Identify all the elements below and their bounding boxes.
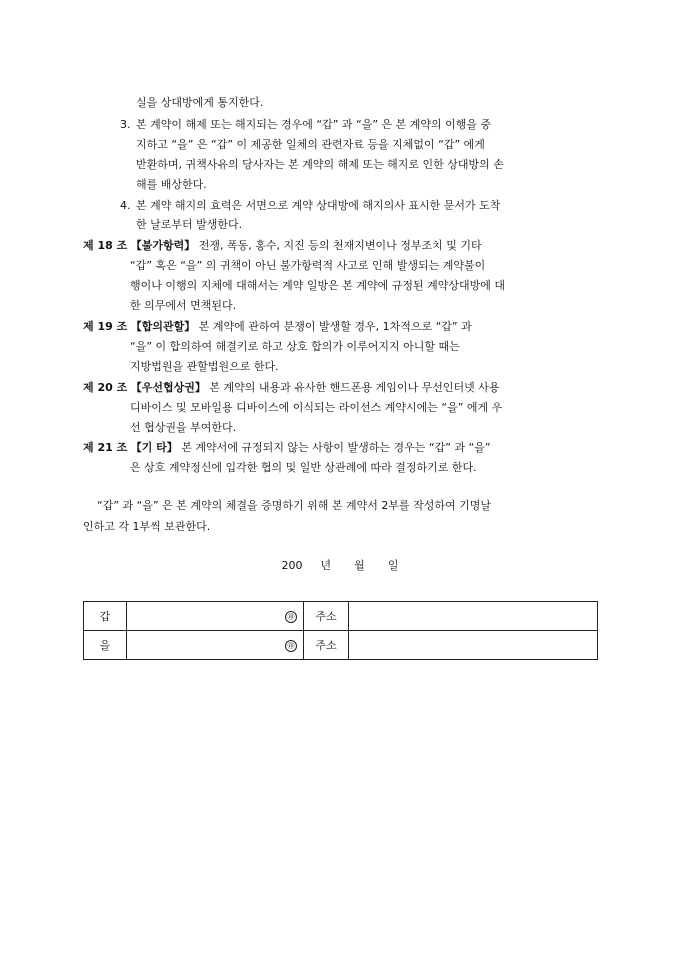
clause-18-line-3: 행이나 이행의 지체에 대해서는 계약 일방은 본 계약에 규정된 계약상대방에 대 xyxy=(130,279,505,292)
signature-row-eul xyxy=(84,631,598,660)
contract-date xyxy=(0,557,680,573)
address-label: 주소 xyxy=(304,631,349,660)
clause-17-item-3-line-4: 해를 배상한다. xyxy=(136,178,207,191)
party-label: 갑 xyxy=(84,602,127,631)
seal-icon: ㊞ xyxy=(285,640,297,652)
name-seal-cell[interactable] xyxy=(127,602,304,631)
name-seal-cell[interactable] xyxy=(127,631,304,660)
clause-17-item-3-number: 3. xyxy=(120,118,131,131)
clause-20-heading xyxy=(83,381,499,395)
clause-18-line-2: “갑” 혹은 “을” 의 귀책이 아닌 불가항력적 사고로 인해 발생되는 계약불이 xyxy=(130,259,486,272)
date-day-unit: 일 xyxy=(387,559,399,572)
clause-19-line-2: “을” 이 합의하여 해결키로 하고 상호 합의가 이루어지지 아니할 때는 xyxy=(130,340,460,353)
address-label: 주소 xyxy=(304,602,349,631)
clause-19-line-1: 본 계약에 관하여 분쟁이 발생할 경우, 1차적으로 “갑” 과 xyxy=(198,320,472,333)
clause-21-line-1: 본 계약서에 규정되지 않는 사항이 발생하는 경우는 “갑” 과 “을” xyxy=(181,441,491,454)
clause-20-line-2: 디바이스 및 모바일용 디바이스에 이식되는 라이선스 계약시에는 “을” 에게 우 xyxy=(130,401,503,414)
clause-17-item-3-line-2: 지하고 “을” 은 “갑” 이 제공한 일체의 관련자료 등을 지체없이 “갑” 에게 xyxy=(136,138,485,151)
address-cell[interactable] xyxy=(349,602,598,631)
signature-table xyxy=(83,601,598,660)
clause-21-line-2: 은 상호 계약정신에 입각한 협의 및 일반 상관례에 따라 결정하기로 한다. xyxy=(130,461,477,474)
date-year-unit: 년 xyxy=(320,559,332,572)
signature-row-gap xyxy=(84,602,598,631)
date-month-unit: 월 xyxy=(354,559,365,572)
clause-20-title: 【우선협상권】 xyxy=(130,381,206,394)
clause-17-item-3-line-3: 반환하며, 귀책사유의 당사자는 본 계약의 해제 또는 해지로 인한 상대방의 손 xyxy=(136,158,504,171)
clause-20-line-1: 본 계약의 내용과 유사한 핸드폰용 게임이나 무선인터넷 사용 xyxy=(209,381,500,394)
clause-17-item-4-number: 4. xyxy=(120,199,131,212)
clause-18-title: 【불가항력】 xyxy=(130,239,196,252)
clause-18-line-4: 한 의무에서 면책된다. xyxy=(130,299,237,312)
clause-21-heading xyxy=(83,441,491,455)
clause-17-continuation: 실을 상대방에게 통지한다. xyxy=(136,96,264,109)
clause-17-item-4-line-2: 한 날로부터 발생한다. xyxy=(136,218,243,231)
clause-18-line-1: 전쟁, 폭동, 홍수, 지진 등의 천재지변이나 정부조치 및 기타 xyxy=(198,239,482,252)
clause-17-item-3-line-1: 본 계약이 해제 또는 해지되는 경우에 “갑” 과 “을” 은 본 계약의 이행을 중 xyxy=(136,118,492,131)
clause-19-title: 【합의관할】 xyxy=(130,320,196,333)
clause-19-prefix: 제 19 조 xyxy=(83,320,128,333)
clause-20-line-3: 선 협상권을 부여한다. xyxy=(130,421,237,434)
closing-line-2: 인하고 각 1부씩 보관한다. xyxy=(83,520,211,533)
seal-icon: ㊞ xyxy=(285,611,297,623)
clause-21-title: 【기 타】 xyxy=(130,441,178,454)
party-label: 을 xyxy=(84,631,127,660)
clause-21-prefix: 제 21 조 xyxy=(83,441,128,454)
clause-18-heading xyxy=(83,239,482,253)
clause-20-prefix: 제 20 조 xyxy=(83,381,128,394)
clause-18-prefix: 제 18 조 xyxy=(83,239,128,252)
address-cell[interactable] xyxy=(349,631,598,660)
closing-line-1: “갑” 과 “을” 은 본 계약의 체결을 증명하기 위해 본 계약서 2부를 작성하여 기명날 xyxy=(97,499,492,512)
date-year: 200 xyxy=(281,559,303,572)
clause-19-line-3: 지방법원을 관할법원으로 한다. xyxy=(130,360,279,373)
clause-19-heading xyxy=(83,320,472,334)
clause-17-item-4-line-1: 본 계약 해지의 효력은 서면으로 계약 상대방에 해지의사 표시한 문서가 도착 xyxy=(136,199,501,212)
